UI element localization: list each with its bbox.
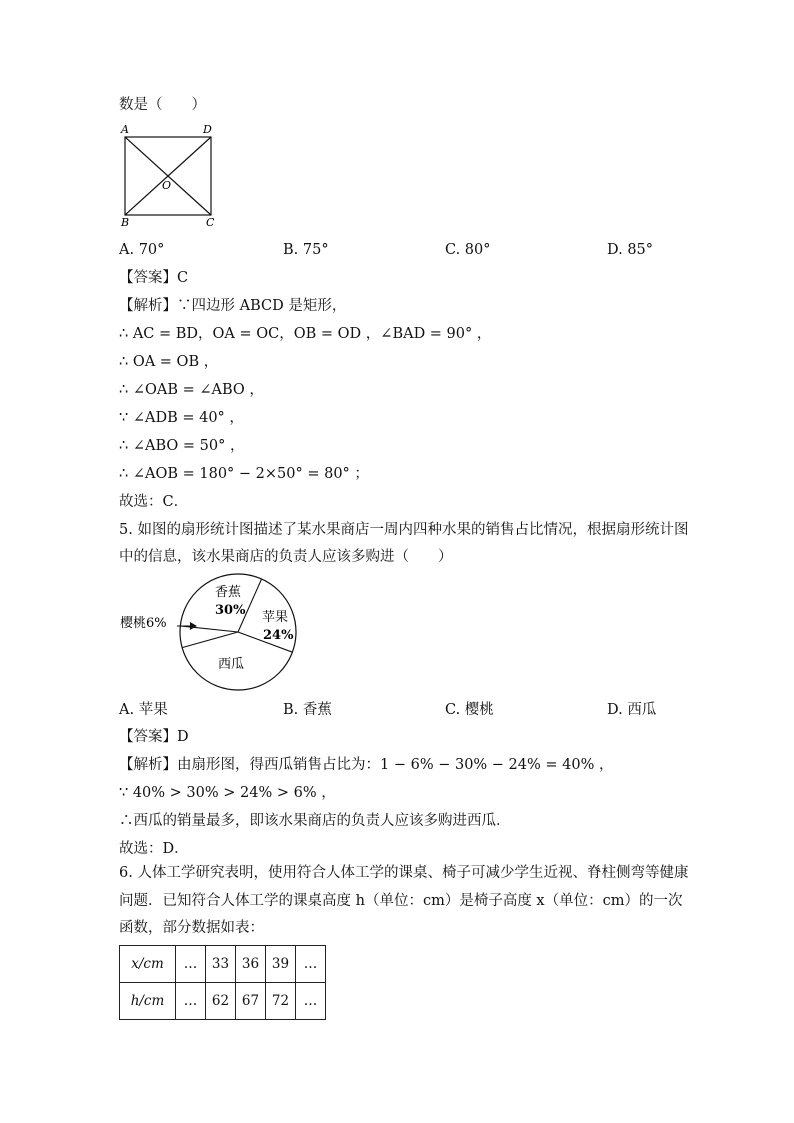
q4-option-b[interactable]: B. 75° — [283, 242, 329, 258]
q4-answer: 【答案】C — [119, 270, 189, 286]
q5-question-line: 中的信息，该水果商店的负责人应该多购进（ ） — [119, 549, 453, 565]
table-cell: … — [296, 983, 326, 1020]
table-cell: … — [176, 946, 206, 983]
vertex-b: B — [121, 216, 130, 229]
q6-question-line: 6. 人体工学研究表明，使用符合人体工学的课桌、椅子可减少学生近视、脊柱侧弯等健康 — [119, 865, 689, 881]
fruit-pie-chart — [115, 572, 315, 694]
pie-value-apple: 24% — [263, 628, 294, 643]
table-row — [120, 946, 326, 983]
q5-option-c[interactable]: C. 樱桃 — [445, 702, 494, 718]
q4-option-a[interactable]: A. 70° — [119, 242, 165, 258]
q4-option-d[interactable]: D. 85° — [607, 242, 654, 258]
table-row — [120, 983, 326, 1020]
rectangle-figure — [115, 120, 225, 232]
pie-sector-boundary-香蕉 — [180, 626, 238, 632]
table-cell: 72 — [266, 983, 296, 1020]
q4-prompt-tail: 数是（ ） — [119, 97, 206, 113]
table-cell: h/cm — [120, 983, 176, 1020]
pie-label-apple: 苹果 — [262, 610, 289, 625]
q4-analysis-line: ∴ OA = OB ， — [119, 354, 219, 370]
q4-analysis-line: 【解析】∵四边形 ABCD 是矩形， — [119, 298, 347, 314]
pie-label-banana: 香蕉 — [215, 585, 242, 600]
q6-question-line: 函数，部分数据如表： — [119, 920, 264, 936]
q6-question-line: 问题．已知符合人体工学的课桌高度 h（单位：cm）是椅子高度 x（单位：cm）的一次 — [119, 893, 683, 909]
q5-question-line: 5. 如图的扇形统计图描述了某水果商店一周内四种水果的销售占比情况，根据扇形统计图 — [119, 522, 689, 538]
q5-analysis-line: 【解析】由扇形图，得西瓜销售占比为：1 − 6% − 30% − 24% = 40% ， — [119, 757, 614, 773]
vertex-c: C — [206, 216, 215, 229]
table-cell: 36 — [236, 946, 266, 983]
pie-value-banana: 30% — [215, 603, 246, 618]
vertex-a: A — [121, 123, 129, 136]
q5-option-a[interactable]: A. 苹果 — [119, 702, 168, 718]
q4-analysis-line: ∵ ∠ADB = 40° ， — [119, 410, 244, 426]
q5-option-b[interactable]: B. 香蕉 — [283, 702, 332, 718]
cherry-arrow-head — [190, 622, 197, 630]
q5-option-d[interactable]: D. 西瓜 — [607, 702, 657, 718]
q4-choice: 故选：C． — [119, 494, 189, 510]
table-cell: 62 — [206, 983, 236, 1020]
q4-analysis-line: ∴ ∠ABO = 50° ， — [119, 438, 245, 454]
q5-analysis-line: ∴西瓜的销量最多，即该水果商店的负责人应该多购进西瓜． — [119, 813, 511, 829]
pie-label-watermelon: 西瓜 — [218, 657, 245, 672]
center-o: O — [162, 179, 172, 192]
q4-option-c[interactable]: C. 80° — [445, 242, 491, 258]
q5-choice: 故选：D． — [119, 841, 189, 857]
table-cell: … — [176, 983, 206, 1020]
table-cell: 33 — [206, 946, 236, 983]
q5-answer: 【答案】D — [119, 729, 189, 745]
table-cell: 67 — [236, 983, 266, 1020]
table-cell: … — [296, 946, 326, 983]
q6-data-table — [119, 945, 326, 1020]
q4-analysis-line: ∴ AC = BD，OA = OC，OB = OD ，∠BAD = 90° ， — [119, 326, 492, 342]
q5-analysis-line: ∵ 40% > 30% > 24% > 6% ， — [119, 785, 336, 801]
q4-analysis-line: ∴ ∠OAB = ∠ABO ， — [119, 382, 264, 398]
pie-label-cherry: 樱桃6% — [120, 616, 167, 631]
q4-analysis-line: ∴ ∠AOB = 180° − 2×50° = 80° ； — [119, 466, 369, 482]
table-cell: 39 — [266, 946, 296, 983]
table-cell: x/cm — [120, 946, 176, 983]
pie-sector-boundary-樱桃 — [182, 632, 238, 648]
vertex-d: D — [203, 123, 212, 136]
